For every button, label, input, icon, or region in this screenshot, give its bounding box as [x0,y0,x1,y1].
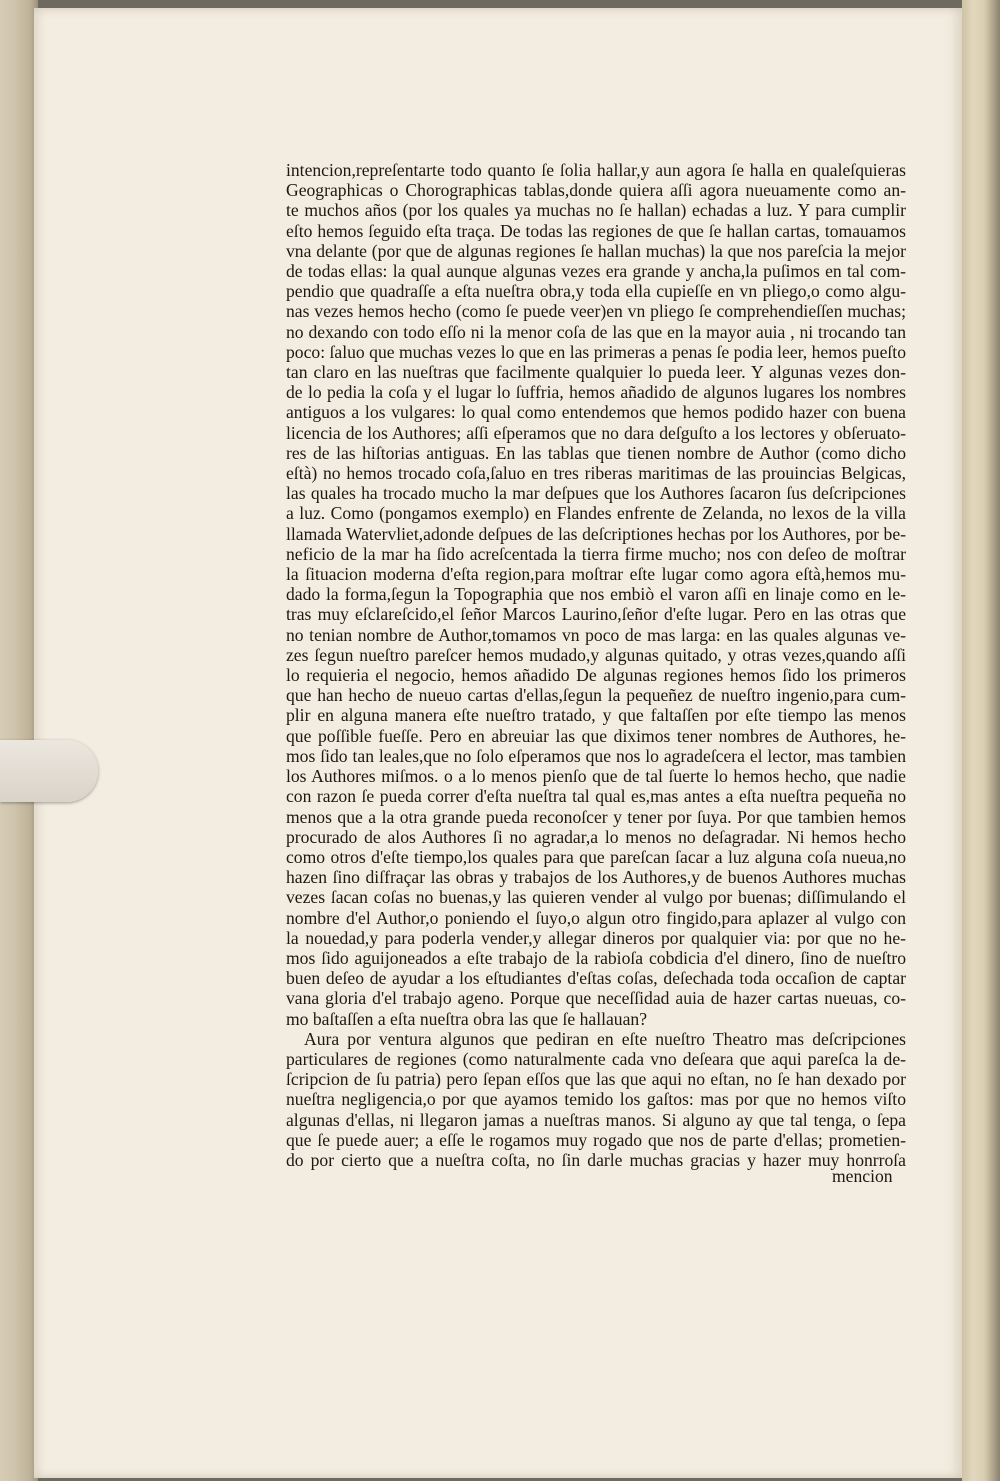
text-line: Geographicas o Chorographicas tablas,donde quiera aſſi agora nueuamente como an- [286,180,906,201]
text-line: menos que a la otra grande pueda reconoſcer y tener por ſuya. Por que tambien hemos [286,806,906,827]
text-line: vana gloria d'el trabajo ageno. Porque que neceſſidad auia de hazer cartas nueuas, co- [286,988,906,1009]
text-line: Aura por ventura algunos que pediran en eſte nueſtro Theatro mas deſcripciones [304,1028,906,1049]
body-text [286,160,906,1170]
text-line: mos ſido aguijoneados a eſte trabajo de la rabioſa cobdicia d'el dinero, ſino de nueſtro [286,947,906,968]
text-line: eſto hemos ſeguido eſta traça. De todas las regiones de que ſe hallan cartas, tomauamos [286,220,906,241]
text-line: la nouedad,y para poderla vender,y allegar dineros por qualquier via: por que no he- [286,927,906,948]
text-line: lo requieria el negocio, hemos añadido De algunas regiones hemos ſido los primeros [286,665,906,686]
text-line: intencion,repreſentarte todo quanto ſe ſolia hallar,y aun agora ſe halla en qualeſquieras [286,160,906,180]
text-line: con razon ſe pueda correr d'eſta nueſtra tal qual es,mas antes a eſta nueſtra pequeña no [286,786,906,807]
text-line: buen deſeo de ayudar a los eſtudiantes d'eſtas coſas, deſechada toda occaſion de captar [286,968,906,989]
text-line: algunas d'ellas, ni llegaron jamas a nueſtras manos. Si alguno ay que tal tenga, o ſepa [286,1109,906,1130]
text-line: llamada Watervliet,adonde deſpues de las deſcriptiones hechas por los Authores, por be- [286,523,906,544]
text-line: la ſituacion moderna d'eſta region,para moſtrar eſte lugar como agora eſtà,hemos mu- [286,564,906,585]
page-right-edge [962,0,1000,1481]
text-line: res de las hiſtorias antiguas. En las tablas que tienen nombre de Author (como dicho [286,442,906,463]
text-line: procurado de alos Authores ſi no agradar,a lo menos no deſagradar. Ni hemos hecho [286,826,906,847]
text-line: ſcripcion de ſu patria) pero ſepan eſſos que las que aqui no eſtan, no ſe han dexado por [286,1069,906,1090]
text-line: nas vezes hemos hecho (como ſe puede veer)en vn pliego ſe comprehendieſſen muchas; [286,301,906,322]
text-line: los Authores miſmos. o a lo menos pienſo que de tal ſuerte lo hemos hecho, que nadie [286,766,906,787]
text-line: pendio que quadraſſe a eſta nueſtra obra,y toda ella cupieſſe en vn pliego,o como algu- [286,281,906,302]
text-line: nombre d'el Author,o poniendo el ſuyo,o algun otro fingido,para aplazer al vulgo con [286,907,906,928]
text-line: particulares de regiones (como naturalmente cada vno deſeara que aqui pareſca la de- [286,1048,906,1069]
bookmark-tab [0,740,98,802]
text-line: mos ſido tan leales,que no ſolo eſperamos que nos lo agradeſcera el lector, mas tambien [286,745,906,766]
text-line: dado la forma,ſegun la Topographia que nos embiò el varon aſſi en linaje como en le- [286,584,906,605]
text-line: vna delante (por que de algunas regiones ſe hallan muchas) la que nos pareſcia la mejor [286,240,906,261]
text-line: plir en alguna manera eſte nueſtro tratado, y que faltaſſen por eſte tiempo las menos [286,705,906,726]
text-line: vezes ſacan coſas no buenas,y las quieren vender al vulgo por buenas; diſſimulando el [286,887,906,908]
text-line: a luz. Como (pongamos exemplo) en Flandes enfrente de Zelanda, no lexos de la villa [286,503,906,524]
text-line: neficio de la mar ha ſido acreſcentada la tierra firme mucho; nos con deſeo de moſtrar [286,543,906,564]
text-line: nueſtra negligencia,o por que ayamos temido los gaſtos: mas por que no hemos viſto [286,1089,906,1110]
text-line: tras muy eſclareſcido,el ſeñor Marcos Laurino,ſeñor d'eſte lugar. Pero en las otras que [286,604,906,625]
text-line: no dexando con todo eſſo ni la menor coſa de las que en la mayor auia , ni trocando tan [286,321,906,342]
text-line: poco: ſaluo que muchas vezes lo que en las primeras a penas ſe podia leer, hemos pueſto [286,341,906,362]
text-line: eſtà) no hemos trocado coſa,ſaluo en tres riberas maritimas de las prouincias Belgicas, [286,463,906,484]
catchword: mencion [832,1166,893,1186]
text-line: mo baſtaſſen a eſta nueſtra obra las que ſe hallauan? [286,1008,647,1029]
text-line: hazen ſino diſfraçar las obras y trabajos de los Authores,y de buenos Authores muchas [286,867,906,888]
text-line: antiguos a los vulgares: lo qual como entendemos que hemos podido hazer con buena [286,402,906,423]
text-line: de todas ellas: la qual aunque algunas vezes era grande y ancha,la puſimos en tal com- [286,261,906,282]
text-line: de lo pedia la coſa y el lugar lo ſuffria, hemos añadido de algunos lugares los nombres [286,382,906,403]
text-line: zes ſegun nueſtro pareſcer hemos mudado,y algunas quitado, y otras vezes,quando aſſi [286,644,906,665]
text-line: que ſe puede auer; a eſſe le rogamos muy rogado que nos de parte d'ellas; prometien- [286,1129,906,1150]
text-line: no tenian nombre de Author,tomamos vn poco de mas larga: en las quales algunas ve- [286,624,906,645]
text-line: te muchos años (por los quales ya muchas no ſe hallan) echadas a luz. Y para cumplir [286,200,906,221]
text-line: como otros d'eſte tiempo,los quales para que pareſcan ſacar a luz alguna coſa nueua,no [286,846,906,867]
text-line: do por cierto que a nueſtra coſta, no ſin darle muchas gracias y hazer muy honrroſa [286,1149,906,1170]
text-line: licencia de los Authores; aſſi eſperamos que no dara deſguſto a los lectores y obſeruato- [286,422,906,443]
text-line: tan claro en las nueſtras que facilmente qualquier lo pueda leer. Y algunas vezes don- [286,362,906,383]
text-line: las quales ha trocado mucho la mar deſpues que los Authores ſacaron ſus deſcripciones [286,483,906,504]
text-line: que poſſible fueſſe. Pero en abreuiar las que diximos tener nombres de Authores, he- [286,725,906,746]
text-line: que han hecho de nueuo cartas d'ellas,ſegun la pequeñez de nueſtro ingenio,para cum- [286,685,906,706]
